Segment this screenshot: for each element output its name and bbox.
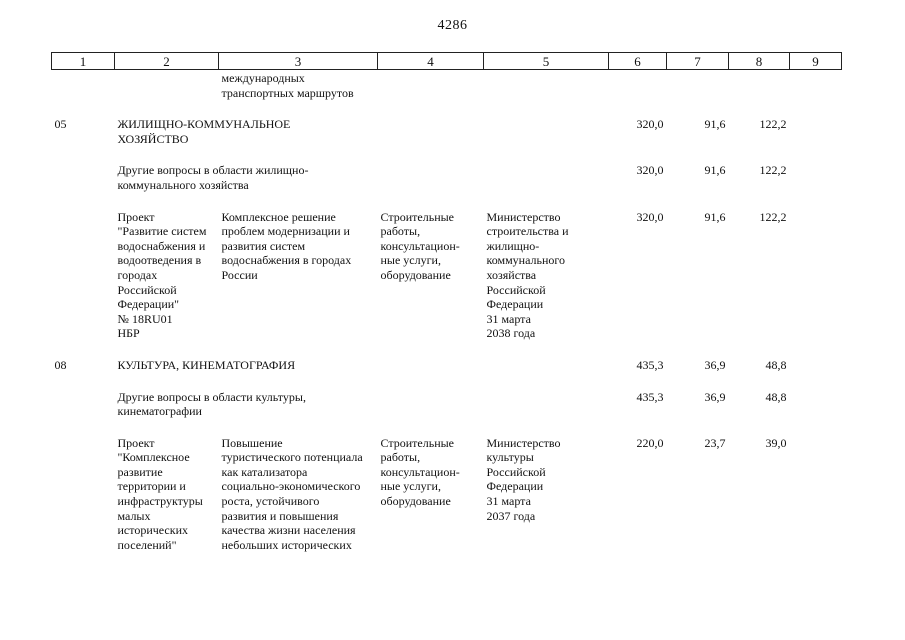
amount-col9 [790,373,842,419]
amount-col8 [729,70,790,101]
amount-col9 [790,70,842,101]
project-goal: Комплексное решение проблем модернизации и развития систем водоснабжения в городах России [221,209,352,282]
responsible-body: Министерство строительства и жилищно- коммунального хозяйства Российской Федерации 31 марта 2038 года [486,209,569,341]
item-name: Другие вопросы в области жилищно- коммунального хозяйства [117,163,309,192]
work-type [378,341,484,373]
amount-col6: 220,0 [636,435,664,450]
amount-col8: 48,8 [765,357,787,372]
page-number: 4286 [437,18,468,33]
column-header-3: 3 [219,53,378,70]
item-name: КУЛЬТУРА, КИНЕМАТОГРАФИЯ [117,357,296,372]
column-header-4: 4 [378,53,484,70]
work-type [378,373,484,419]
amount-col9 [790,100,842,146]
section-code: 05 [54,117,67,132]
item-name: Другие вопросы в области культуры, кинематографии [117,389,306,419]
amount-col7: 91,6 [704,117,726,132]
section-code [52,146,115,192]
amount-col6 [609,70,667,101]
column-header-7: 7 [667,53,729,70]
table-row [52,146,842,192]
amount-col6: 435,3 [636,389,664,404]
amount-col6: 320,0 [636,163,664,178]
budget-table [51,52,842,552]
table-row [52,373,842,419]
amount-col7: 36,9 [704,357,726,372]
project-goal: Повышение туристического потенциала как катализатора социально-экономического роста, устойчивого развития и повышения качества жизни населения небольших исторических [221,435,363,552]
responsible-body [484,100,609,146]
table-row [52,419,842,553]
column-header-6: 6 [609,53,667,70]
amount-col6: 320,0 [636,209,664,224]
section-code: 08 [54,357,67,372]
responsible-body [484,373,609,419]
amount-col8: 122,2 [759,209,787,224]
section-code [52,70,115,101]
work-type: Строительные работы, консультацион- ные услуги, оборудование [380,435,460,509]
responsible-body: Министерство культуры Российской Федерации 31 марта 2037 года [486,435,561,523]
column-number-row [52,53,842,70]
responsible-body [484,146,609,192]
amount-col7: 91,6 [704,209,726,224]
amount-col9 [790,146,842,192]
table-row [52,100,842,146]
project-goal: международных транспортных маршрутов [221,71,354,100]
amount-col6: 435,3 [636,357,664,372]
amount-col7: 23,7 [704,435,726,450]
section-code [52,419,115,553]
amount-col9 [790,419,842,553]
amount-col9 [790,341,842,373]
responsible-body [484,70,609,101]
amount-col8: 48,8 [765,389,787,404]
amount-col6: 320,0 [636,117,664,132]
item-name: ЖИЛИЩНО-КОММУНАЛЬНОЕ ХОЗЯЙСТВО [117,117,291,146]
column-header-9: 9 [790,53,842,70]
amount-col8: 39,0 [765,435,787,450]
amount-col8: 122,2 [759,117,787,132]
item-name [115,70,219,101]
responsible-body [484,341,609,373]
amount-col9 [790,193,842,341]
work-type [378,70,484,101]
section-code [52,193,115,341]
table-row [52,70,842,101]
table-row [52,341,842,373]
table-row [52,193,842,341]
amount-col7: 91,6 [704,163,726,178]
section-code [52,373,115,419]
amount-col7 [667,70,729,101]
work-type [378,146,484,192]
item-name: Проект "Комплексное развитие территории и инфраструктуры малых исторических поселений" [117,435,203,552]
column-header-1: 1 [52,53,115,70]
column-header-2: 2 [115,53,219,70]
amount-col7: 36,9 [704,389,726,404]
amount-col8: 122,2 [759,163,787,178]
column-header-8: 8 [729,53,790,70]
column-header-5: 5 [484,53,609,70]
work-type: Строительные работы, консультацион- ные услуги, оборудование [380,209,460,282]
item-name: Проект "Развитие систем водоснабжения и водоотведения в городах Российской Федерации" № 18RU01 НБР [117,209,207,341]
work-type [378,100,484,146]
